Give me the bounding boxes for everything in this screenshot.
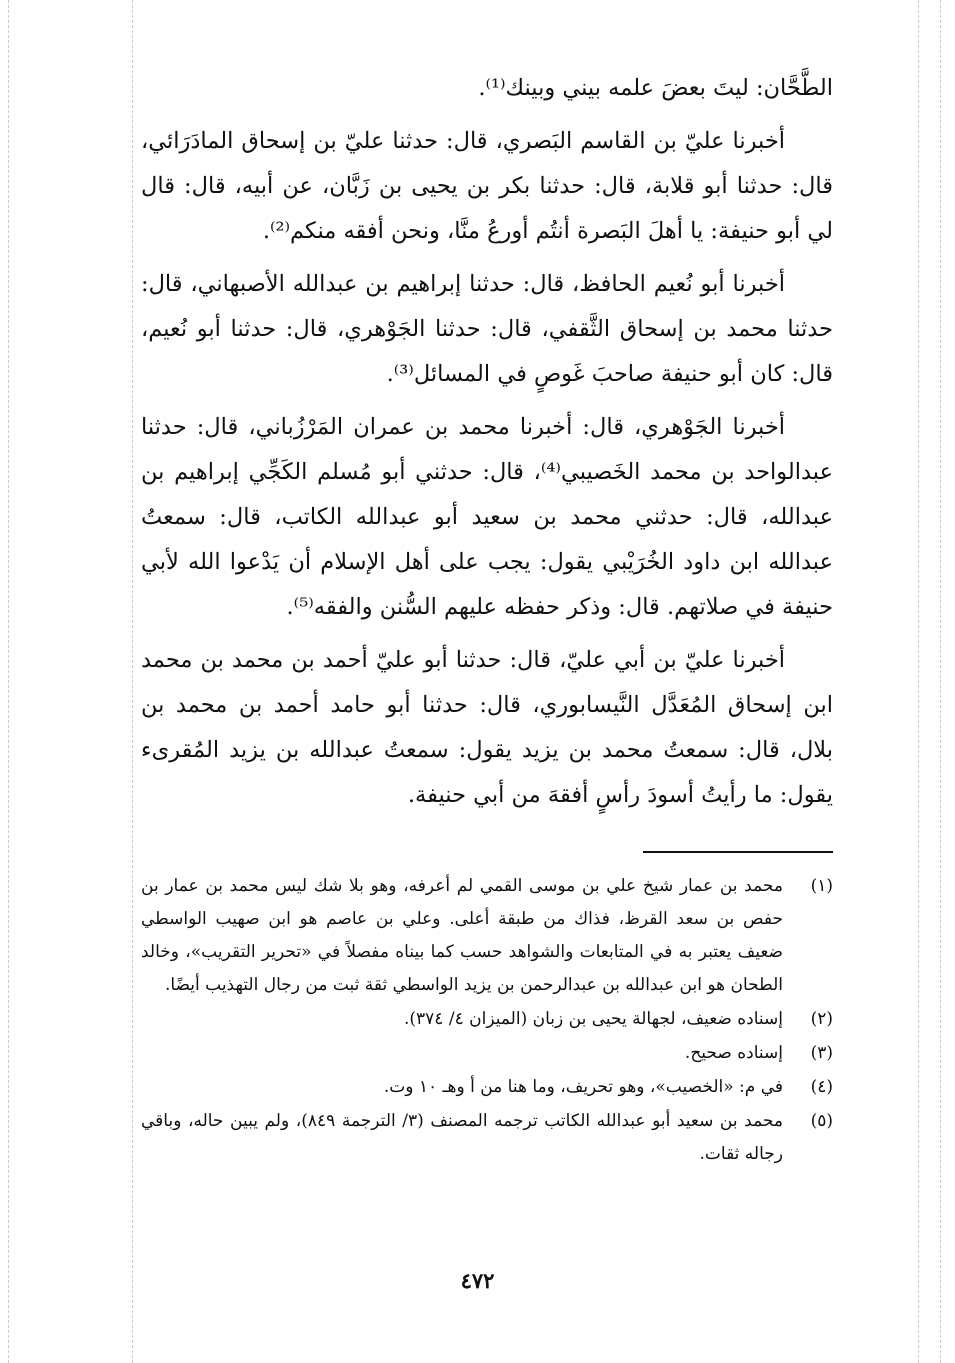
page-number: ٤٧٢ [460, 1268, 495, 1293]
footnote-text: إسناده صحيح. [684, 1043, 783, 1063]
main-text-body [141, 66, 833, 826]
scan-edge-line [940, 0, 941, 1363]
footnotes-section [141, 870, 833, 1172]
scan-edge-line [8, 0, 9, 1363]
footnote-number: (٤) [810, 1077, 833, 1097]
footnote [141, 1105, 833, 1171]
footnote [141, 1071, 833, 1104]
footnote-separator [643, 851, 833, 853]
paragraph: أخبرنا الجَوْهري، قال: أخبرنا محمد بن عمران المَرْزُباني، قال: حدثنا عبدالواحد بن محمد الخَصيبي⁽⁴⁾، قال: حدثني أبو مُسلم الكَجِّي إبراهيم بن عبدالله، قال: حدثني محمد بن سعيد أبو عبدالله الكاتب، قال: سمعتُ عبدالله ابن داود الخُرَيْبي يقول: يجب على أهل الإسلام أن يَدْعوا الله لأبي حنيفة في صلاتهم. قال: وذكر حفظه عليهم السُّنن والفقه⁽⁵⁾. [141, 414, 834, 620]
footnote-number: (٥) [810, 1111, 833, 1131]
footnote [141, 870, 833, 1002]
footnote-text: إسناده ضعيف، لجهالة يحيى بن زبان (الميزان ٤/ ٣٧٤). [404, 1009, 783, 1029]
footnote-text: محمد بن عمار شيخ علي بن موسى القمي لم أعرفه، وهو بلا شك ليس محمد بن عمار بن حفص بن سعد القرظ، فذاك من طبقة أعلى. وعلي بن عاصم هو ابن صهيب الواسطي ضعيف يعتبر به في المتابعات والشواهد حسب كما بيناه مفصلاً في «تحرير التقريب»، وخالد الطحان هو ابن عبدالله بن عبدالرحمن بن يزيد الواسطي ثقة ثبت من رجال التهذيب أيضًا. [141, 876, 783, 995]
paragraph: أخبرنا عليّ بن القاسم البَصري، قال: حدثنا عليّ بن إسحاق المادَرَائي، قال: حدثنا أبو قلابة، قال: حدثنا بكر بن يحيى بن زَبَّان، عن أبيه، قال: قال لي أبو حنيفة: يا أهلَ البَصرة أنتُم أورعُ منَّا، ونحن أفقه منكم⁽²⁾. [141, 128, 833, 244]
footnote-number: (٢) [810, 1009, 833, 1029]
scan-edge-line [132, 0, 133, 1363]
footnote-number: (٣) [810, 1043, 833, 1063]
footnote [141, 1037, 833, 1070]
footnote [141, 1003, 833, 1036]
paragraph: الطَّحَّان: ليتَ بعضَ علمه بيني وبينك⁽¹⁾. [478, 75, 833, 101]
paragraph: أخبرنا عليّ بن أبي عليّ، قال: حدثنا أبو عليّ أحمد بن محمد بن محمد ابن إسحاق المُعَدَّل النَّيسابوري، قال: حدثنا أبو حامد أحمد بن محمد بن بلال، قال: سمعتُ محمد بن يزيد يقول: سمعتُ عبدالله بن يزيد المُقرىء يقول: ما رأيتُ أسودَ رأسٍ أفقهَ من أبي حنيفة. [141, 647, 833, 808]
footnote-text: في م: «الخصيب»، وهو تحريف، وما هنا من أ وهـ ١٠ وت. [383, 1077, 783, 1097]
paragraph: أخبرنا أبو نُعيم الحافظ، قال: حدثنا إبراهيم بن عبدالله الأصبهاني، قال: حدثنا محمد بن إسحاق الثَّقفي، قال: حدثنا الجَوْهري، قال: حدثنا أبو نُعيم، قال: كان أبو حنيفة صاحبَ غَوصٍ في المسائل⁽³⁾. [141, 271, 833, 387]
footnote-text: محمد بن سعيد أبو عبدالله الكاتب ترجمه المصنف (٣/ الترجمة ٨٤٩)، ولم يبين حاله، وباقي رجاله ثقات. [141, 1111, 783, 1164]
scan-edge-line [918, 0, 919, 1363]
footnote-number: (١) [810, 876, 833, 896]
